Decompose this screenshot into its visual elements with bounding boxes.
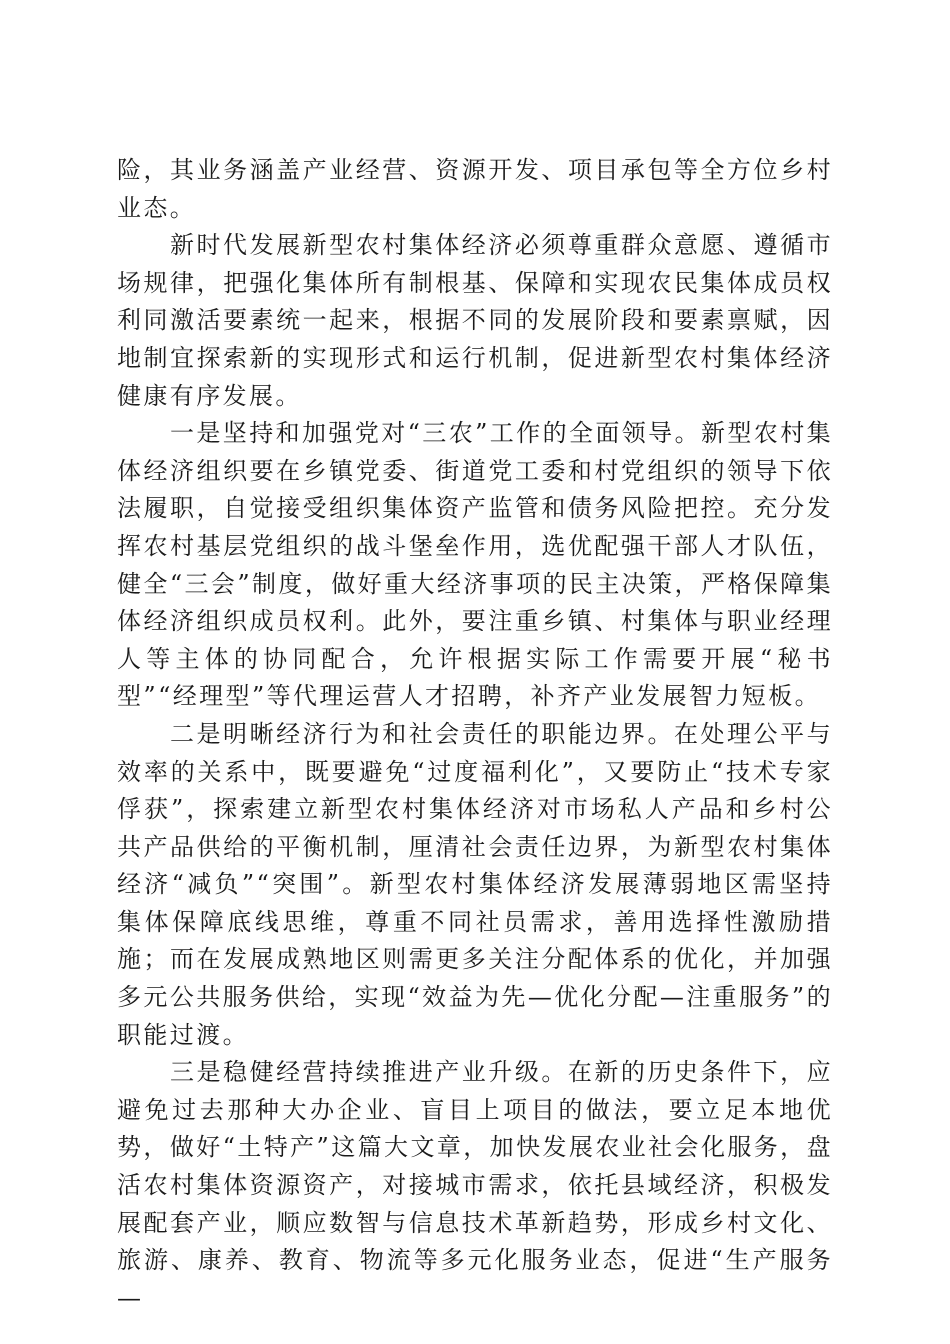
document-body <box>117 152 833 1317</box>
paragraph-point-one: 一是坚持和加强党对“三农”工作的全面领导。新型农村集体经济组织要在乡镇党委、街道党工委和村党组织的领导下依法履职，自觉接受组织集体资产监管和债务风险把控。充分发挥农村基层党组织的战斗堡垒作用，选优配强干部人才队伍，健全“三会”制度，做好重大经济事项的民主决策，严格保障集体经济组织成员权利。此外，要注重乡镇、村集体与职业经理人等主体的协同配合，允许根据实际工作需要开展“秘书型”“经理型”等代理运营人才招聘，补齐产业发展智力短板。 <box>117 419 833 711</box>
paragraph-continuation: 险，其业务涵盖产业经营、资源开发、项目承包等全方位乡村业态。 <box>117 156 833 222</box>
paragraph-point-three: 三是稳健经营持续推进产业升级。在新的历史条件下，应避免过去那种大办企业、盲目上项目的做法，要立足本地优势，做好“土特产”这篇大文章，加快发展农业社会化服务，盘活农村集体资源资产，对接城市需求，依托县域经济，积极发展配套产业，顺应数智与信息技术革新趋势，形成乡村文化、旅游、康养、教育、物流等多元化服务业态，促进“生产服务— <box>117 1058 833 1312</box>
paragraph-point-two: 二是明晰经济行为和社会责任的职能边界。在处理公平与效率的关系中，既要避免“过度福利化”，又要防止“技术专家俘获”，探索建立新型农村集体经济对市场私人产品和乡村公共产品供给的平衡机制，厘清社会责任边界，为新型农村集体经济“减负”“突围”。新型农村集体经济发展薄弱地区需坚持集体保障底线思维，尊重不同社员需求，善用选择性激励措施；而在发展成熟地区则需更多关注分配体系的优化，并加强多元公共服务供给，实现“效益为先—优化分配—注重服务”的职能过渡。 <box>117 719 833 1049</box>
paragraph-intro: 新时代发展新型农村集体经济必须尊重群众意愿、遵循市场规律，把强化集体所有制根基、保障和实现农民集体成员权利同激活要素统一起来，根据不同的发展阶段和要素禀赋，因地制宜探索新的实现形式和运行机制，促进新型农村集体经济健康有序发展。 <box>117 231 833 410</box>
